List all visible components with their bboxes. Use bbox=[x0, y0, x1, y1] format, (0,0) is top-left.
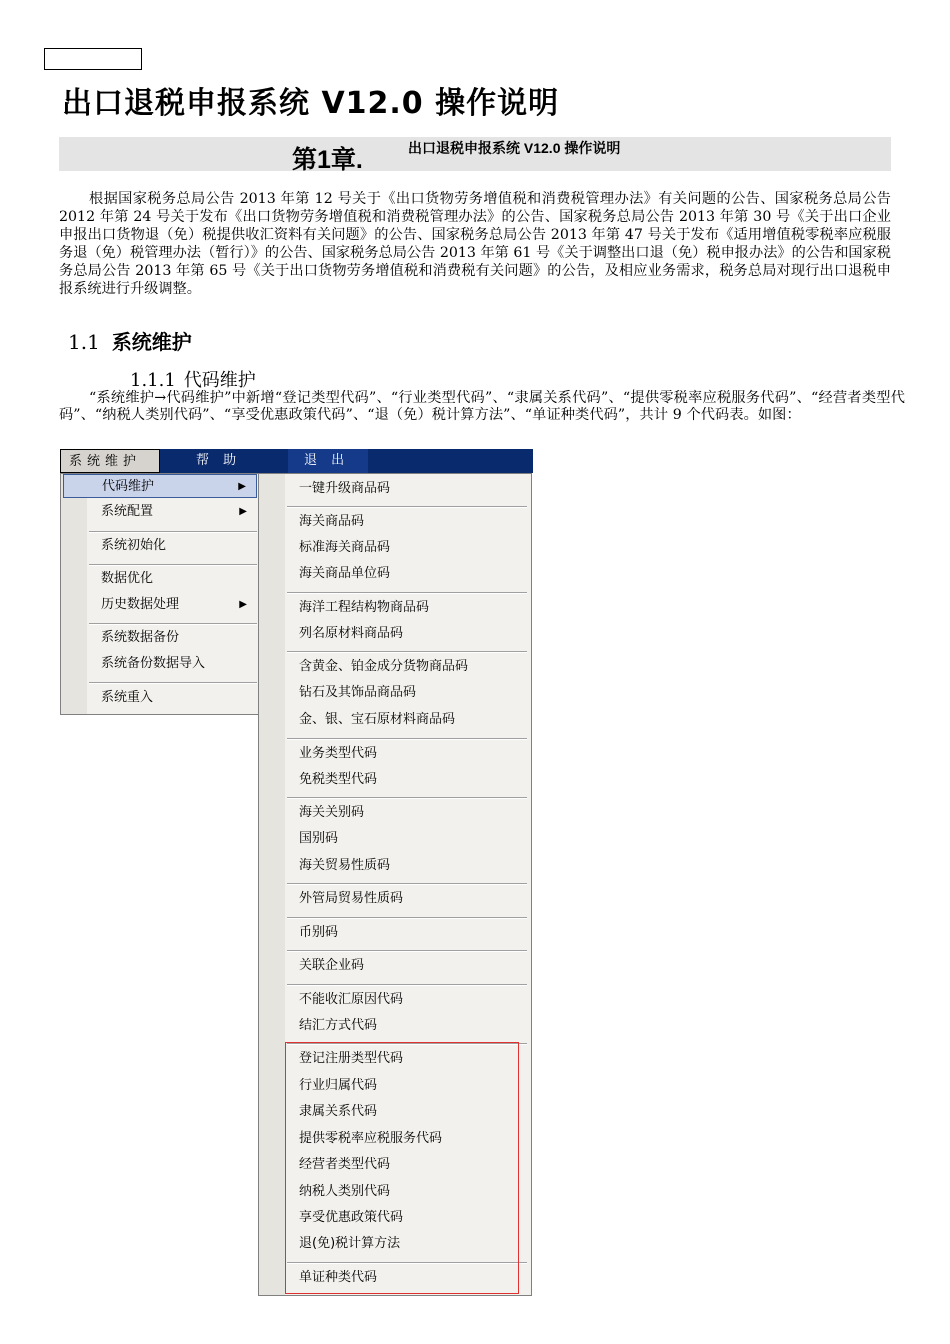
menu-separator bbox=[287, 797, 527, 799]
menu2-item[interactable]: 登记注册类型代码 bbox=[299, 1051, 404, 1066]
menu2-item[interactable]: 外管局贸易性质码 bbox=[299, 891, 404, 906]
menu2-item[interactable]: 隶属关系代码 bbox=[299, 1104, 378, 1119]
menu2-item[interactable]: 标准海关商品码 bbox=[299, 540, 391, 555]
menu-separator bbox=[287, 506, 527, 508]
intro-paragraph: 根据国家税务总局公告 2013 年第 12 号关于《出口货物劳务增值税和消费税管理办法》有关问题的公告、国家税务总局公告 2012 年第 24 号关于发布《出口货物劳务增值税和消费税管理办法》的公告、国家税务总局公告 2013 年第 30 号《关于出口企业申报出口货物退（免）税提供收汇资料有关问题》的公告、国家税务总局公告 2013 年第 47 号关于发布《适用增值税零税率应税服务退（免）税管理办法（暂行）》的公告、国家税务总局公告 2013 年第 61 号《关于调整出口退（免）税申报办法》的公告和国家税务总局公告 2013 年第 65 号《关于出口货物劳务增值税和消费税有关问题》的公告，及相应业务需求，税务总局对现行出口退税申报系统进行升级调整。 bbox=[59, 191, 891, 297]
menu1-item[interactable]: 历史数据处理 ▶ bbox=[63, 593, 257, 617]
menu2-item[interactable]: 关联企业码 bbox=[299, 958, 365, 973]
body-paragraph: “系统维护→代码维护”中新增“登记类型代码”、“行业类型代码”、“隶属关系代码”、“提供零税率应税服务代码”、“经营者类型代码”、“纳税人类别代码”、“享受优惠政策代码”、“退（免）税计算方法”、“单证种类代码”，共计 9 个代码表。如图： bbox=[59, 390, 905, 423]
menu2-item[interactable]: 海关关别码 bbox=[299, 805, 365, 820]
menu1-item[interactable]: 系统初始化 bbox=[101, 538, 167, 553]
menu-bar bbox=[60, 449, 533, 473]
chapter-number: 第1章. bbox=[292, 146, 363, 174]
menu-separator bbox=[287, 651, 527, 653]
menu2-item[interactable]: 金、银、宝石原材料商品码 bbox=[299, 712, 456, 727]
subsection-heading bbox=[130, 366, 256, 392]
menu2-item[interactable]: 海关商品单位码 bbox=[299, 566, 391, 581]
menu1-item[interactable]: 数据优化 bbox=[101, 571, 154, 586]
menu-separator bbox=[89, 682, 257, 684]
menu2-item[interactable]: 行业归属代码 bbox=[299, 1078, 378, 1093]
submenu-arrow-icon: ▶ bbox=[239, 599, 247, 610]
menu-separator bbox=[89, 531, 257, 533]
menu1-item[interactable]: 系统配置 ▶ bbox=[63, 500, 257, 524]
menu-separator bbox=[287, 917, 527, 919]
submenu-arrow-icon: ▶ bbox=[239, 506, 247, 517]
menu2-item[interactable]: 享受优惠政策代码 bbox=[299, 1210, 404, 1225]
menu2-item[interactable]: 经营者类型代码 bbox=[299, 1157, 391, 1172]
menu2-item[interactable]: 海洋工程结构物商品码 bbox=[299, 600, 430, 615]
menu-help[interactable]: 帮 助 bbox=[196, 453, 242, 468]
section-heading bbox=[68, 326, 192, 355]
new-items-highlight bbox=[285, 1042, 519, 1294]
menu2-item[interactable]: 结汇方式代码 bbox=[299, 1018, 378, 1033]
menu-exit[interactable]: 退 出 bbox=[288, 449, 368, 473]
menu-separator bbox=[89, 564, 257, 566]
menu-separator bbox=[287, 883, 527, 885]
menu2-item[interactable]: 海关贸易性质码 bbox=[299, 858, 391, 873]
menu-separator bbox=[287, 592, 527, 594]
menu2-item[interactable]: 一键升级商品码 bbox=[299, 481, 391, 496]
menu1-item[interactable]: 系统重入 bbox=[101, 690, 154, 705]
menu-separator bbox=[287, 950, 527, 952]
menu2-item[interactable]: 含黄金、铂金成分货物商品码 bbox=[299, 659, 469, 674]
menu2-item[interactable]: 钻石及其饰品商品码 bbox=[299, 685, 417, 700]
menu2-item[interactable]: 单证种类代码 bbox=[299, 1270, 378, 1285]
menu2-item[interactable]: 退(免)税计算方法 bbox=[299, 1236, 401, 1251]
menu1-item[interactable]: 系统数据备份 bbox=[101, 630, 180, 645]
menu2-item[interactable]: 业务类型代码 bbox=[299, 746, 378, 761]
menu2-item[interactable]: 海关商品码 bbox=[299, 514, 365, 529]
subsection-title: 代码维护 bbox=[183, 370, 256, 391]
menu2-item[interactable]: 免税类型代码 bbox=[299, 772, 378, 787]
menu-separator bbox=[287, 738, 527, 740]
menu2-item[interactable]: 币别码 bbox=[299, 925, 339, 940]
menu2-item[interactable]: 纳税人类别代码 bbox=[299, 1184, 391, 1199]
header-box bbox=[44, 48, 142, 70]
menu-system-maintenance[interactable]: 系统维护 bbox=[60, 449, 160, 473]
menu2-item[interactable]: 国别码 bbox=[299, 831, 339, 846]
menu1-item[interactable]: 系统备份数据导入 bbox=[101, 656, 206, 671]
subsection-number: 1.1.1 bbox=[130, 370, 176, 391]
menu-separator bbox=[287, 984, 527, 986]
menu1-item[interactable]: 代码维护 ▶ bbox=[63, 474, 257, 498]
menu2-item[interactable]: 提供零税率应税服务代码 bbox=[299, 1131, 443, 1146]
system-maintenance-dropdown bbox=[60, 473, 260, 715]
document-title: 出口退税申报系统 V12.0 操作说明 bbox=[62, 86, 560, 121]
menu2-item[interactable]: 不能收汇原因代码 bbox=[299, 992, 404, 1007]
submenu-arrow-icon: ▶ bbox=[238, 481, 246, 492]
menu-separator bbox=[89, 623, 257, 625]
chapter-title: 出口退税申报系统 V12.0 操作说明 bbox=[408, 140, 621, 156]
section-title: 系统维护 bbox=[111, 330, 192, 354]
section-number: 1.1 bbox=[68, 330, 100, 354]
menu2-item[interactable]: 列名原材料商品码 bbox=[299, 626, 404, 641]
